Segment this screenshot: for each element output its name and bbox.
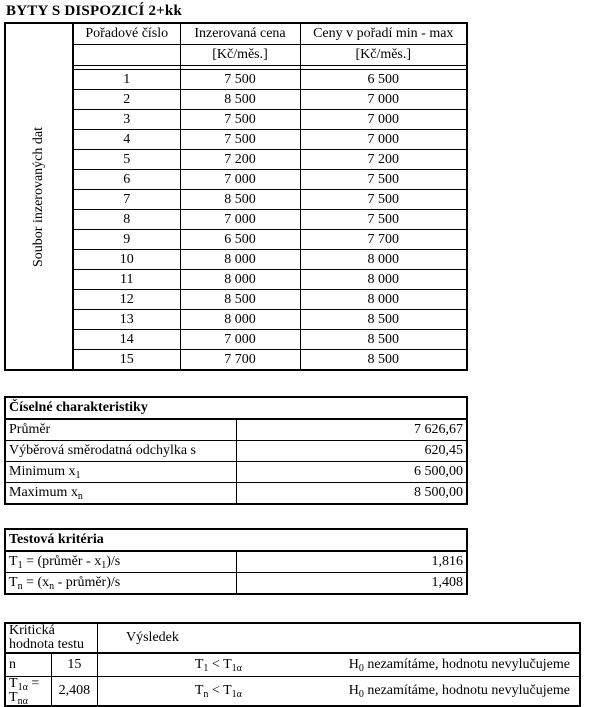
order-cell: 9	[73, 230, 180, 250]
n-value: 15	[51, 653, 97, 677]
sorted-cell: 8 500	[300, 350, 467, 371]
t1-comparison	[98, 653, 339, 677]
table-row	[5, 190, 467, 210]
header-sorted-unit: [Kč/měs.]	[300, 45, 467, 66]
maximum-label-sub: n	[77, 491, 83, 502]
order-cell: 5	[73, 150, 180, 170]
sorted-cell: 8 500	[300, 330, 467, 350]
sd-value: 620,45	[236, 441, 467, 462]
dataset-side-label-text: Soubor inzerovaných dat	[31, 126, 46, 267]
t1-comparison-a: T	[194, 657, 204, 672]
table-row	[5, 90, 467, 110]
price-cell: 7 000	[180, 330, 300, 350]
minimum-label-text: Minimum x	[9, 464, 76, 479]
tn-comparison-a: T	[194, 683, 204, 698]
price-cell: 8 000	[180, 310, 300, 330]
tn-formula-sub: n	[49, 581, 55, 592]
t1-comparison-b: < T	[208, 657, 232, 672]
t-alpha-label-b: = T	[9, 676, 40, 705]
t1-symbol-sub: 1	[17, 560, 23, 571]
table-row	[5, 130, 467, 150]
tn-formula	[5, 573, 236, 595]
tn-value: 1,408	[236, 573, 467, 595]
n-label: n	[5, 653, 51, 677]
t-alpha-label-sub2: nα	[17, 696, 28, 707]
sorted-cell: 7 500	[300, 170, 467, 190]
price-cell: 6 500	[180, 230, 300, 250]
table-row	[5, 170, 467, 190]
result-1-text: nezamítáme, hodnotu nevylučujeme	[363, 657, 570, 672]
sorted-cell: 8 000	[300, 250, 467, 270]
price-cell: 7 500	[180, 130, 300, 150]
order-cell: 2	[73, 90, 180, 110]
table-row	[5, 230, 467, 250]
sorted-cell: 8 000	[300, 270, 467, 290]
order-cell: 3	[73, 110, 180, 130]
t1-symbol: T	[9, 554, 18, 569]
price-cell: 7 200	[180, 150, 300, 170]
minimum-label-sub: 1	[75, 470, 81, 481]
order-cell: 4	[73, 130, 180, 150]
price-cell: 8 500	[180, 290, 300, 310]
dataset-side-label	[5, 23, 73, 370]
test-criteria-table	[4, 528, 468, 595]
header-sorted: Ceny v pořadí min - max	[300, 23, 467, 45]
sd-label: Výběrová směrodatná odchylka s	[5, 441, 236, 462]
order-cell: 12	[73, 290, 180, 310]
table-row	[5, 150, 467, 170]
critical-header: Kritická hodnota testu	[5, 623, 98, 653]
order-cell: 6	[73, 170, 180, 190]
order-cell: 7	[73, 190, 180, 210]
result-2-text: nezamítáme, hodnotu nevylučujeme	[363, 683, 570, 698]
order-cell: 11	[73, 270, 180, 290]
price-cell: 8 500	[180, 190, 300, 210]
t-alpha-label-a: T	[9, 676, 18, 691]
table-row	[5, 210, 467, 230]
page-title: BYTY S DISPOZICÍ 2+kk	[6, 3, 182, 19]
sorted-cell: 7 200	[300, 150, 467, 170]
table-row	[5, 270, 467, 290]
tn-formula-end: - průměr)/s	[54, 575, 121, 590]
tn-comparison-sub: n	[203, 689, 209, 700]
t-alpha-label	[5, 677, 51, 707]
tn-comparison-b: < T	[208, 683, 232, 698]
order-cell: 8	[73, 210, 180, 230]
t1-value: 1,816	[236, 551, 467, 573]
t1-comparison-sub: 1	[203, 663, 209, 674]
sorted-cell: 8 000	[300, 290, 467, 310]
header-order: Pořadové číslo	[73, 23, 180, 45]
price-data-table	[4, 22, 468, 371]
table-row	[5, 250, 467, 270]
tn-comparison-sub2: 1α	[231, 689, 242, 700]
result-2-h-sub: 0	[358, 689, 364, 700]
maximum-label	[5, 483, 236, 505]
order-cell: 1	[73, 70, 180, 90]
mean-value: 7 626,67	[236, 419, 467, 441]
result-1-h: H	[348, 657, 359, 672]
sorted-cell: 7 000	[300, 130, 467, 150]
tn-symbol: T	[9, 575, 18, 590]
critical-value-table	[4, 622, 581, 707]
t-alpha-label-sub: 1α	[17, 682, 28, 693]
sorted-cell: 7 000	[300, 110, 467, 130]
numeric-characteristics-table	[4, 396, 468, 505]
sorted-cell: 7 500	[300, 210, 467, 230]
table-row	[5, 350, 467, 371]
minimum-value: 6 500,00	[236, 462, 467, 483]
sorted-cell: 6 500	[300, 70, 467, 90]
order-cell: 13	[73, 310, 180, 330]
t1-formula-mid: = (průměr - x	[22, 554, 102, 569]
maximum-label-text: Maximum x	[9, 485, 78, 500]
table-row	[5, 110, 467, 130]
result-2	[339, 677, 580, 707]
table-row	[5, 330, 467, 350]
sorted-cell: 7 700	[300, 230, 467, 250]
table-row	[5, 70, 467, 90]
price-cell: 7 500	[180, 110, 300, 130]
header-order-empty	[73, 45, 180, 66]
result-1	[339, 653, 580, 677]
order-cell: 10	[73, 250, 180, 270]
price-cell: 7 000	[180, 210, 300, 230]
price-cell: 8 000	[180, 250, 300, 270]
tn-symbol-sub: n	[17, 581, 23, 592]
price-cell: 8 000	[180, 270, 300, 290]
t1-formula	[5, 551, 236, 573]
tn-comparison	[98, 677, 339, 707]
result-1-h-sub: 0	[358, 663, 364, 674]
t1-formula-sub: 1	[101, 560, 107, 571]
header-price: Inzerovaná cena	[180, 23, 300, 45]
maximum-value: 8 500,00	[236, 483, 467, 505]
sorted-cell: 7 500	[300, 190, 467, 210]
header-price-unit: [Kč/měs.]	[180, 45, 300, 66]
t-alpha-value: 2,408	[51, 677, 97, 707]
price-cell: 7 000	[180, 170, 300, 190]
minimum-label	[5, 462, 236, 483]
table-row	[5, 310, 467, 330]
result-header: Výsledek	[98, 623, 581, 653]
stats-heading: Číselné charakteristiky	[5, 397, 467, 419]
tn-formula-mid: = (x	[22, 575, 50, 590]
sorted-cell: 8 500	[300, 310, 467, 330]
result-2-h: H	[348, 683, 359, 698]
t1-formula-end: )/s	[106, 554, 121, 569]
sorted-cell: 7 000	[300, 90, 467, 110]
table-row	[5, 290, 467, 310]
mean-label: Průměr	[5, 419, 236, 441]
order-cell: 15	[73, 350, 180, 371]
t1-comparison-sub2: 1α	[231, 663, 242, 674]
price-cell: 8 500	[180, 90, 300, 110]
price-cell: 7 700	[180, 350, 300, 371]
tests-heading: Testová kritéria	[5, 529, 467, 551]
order-cell: 14	[73, 330, 180, 350]
price-cell: 7 500	[180, 70, 300, 90]
